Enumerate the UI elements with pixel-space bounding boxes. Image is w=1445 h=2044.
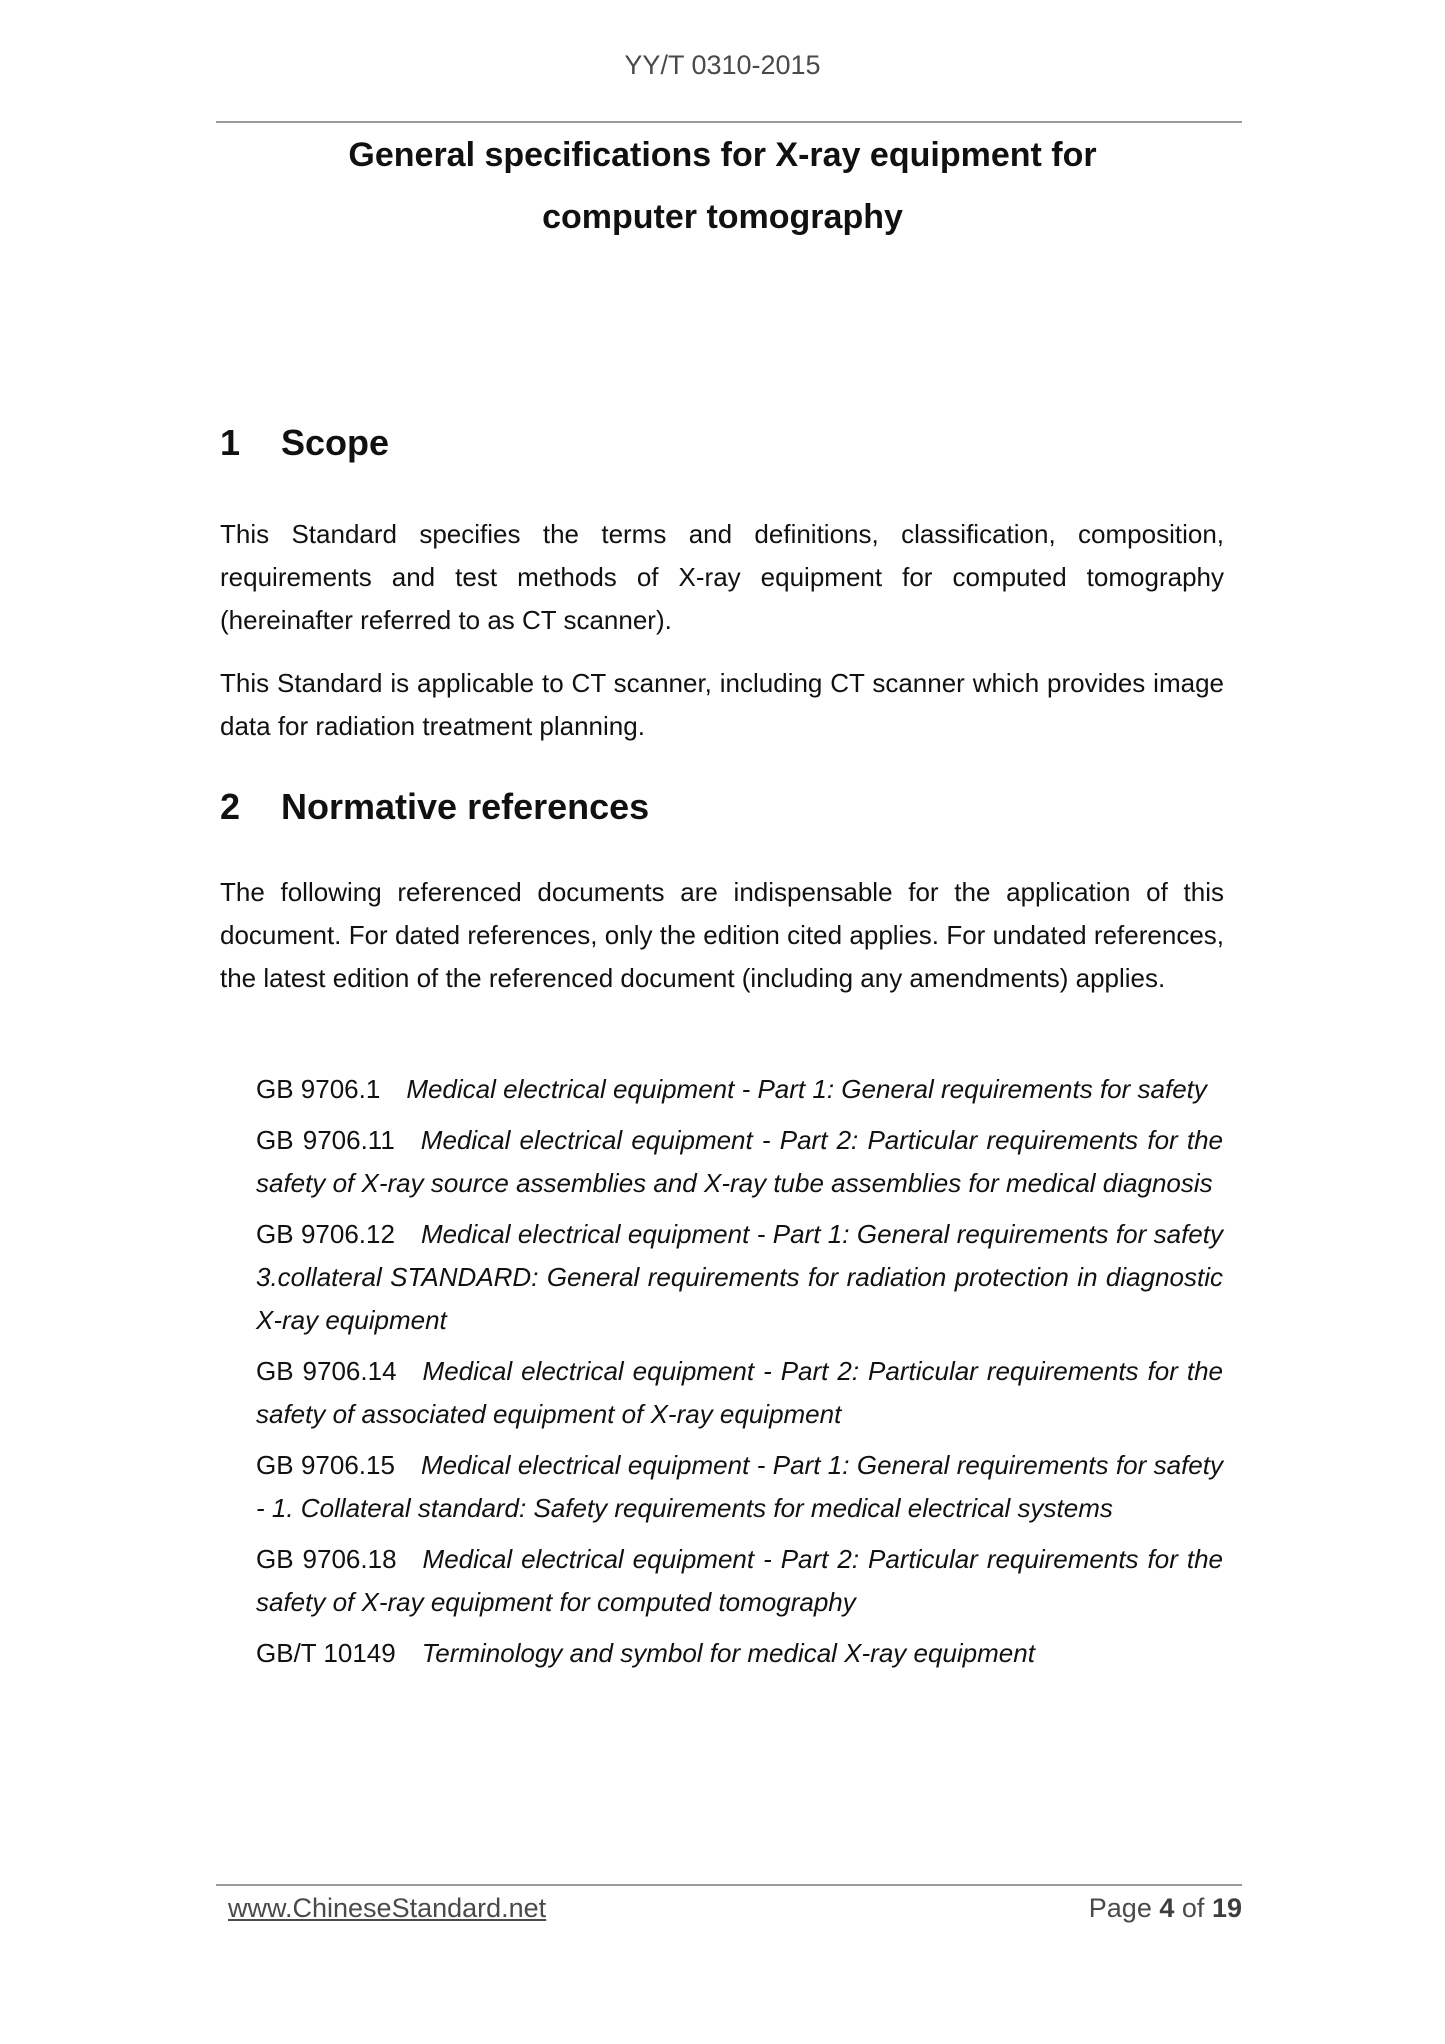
reference-item xyxy=(256,1444,1223,1530)
section-title: Normative references xyxy=(281,786,650,827)
reference-item xyxy=(256,1538,1223,1624)
reference-title: Medical electrical equipment - Part 2: Particular requirements for the safety of X-ray equipment for computed tomography xyxy=(256,1544,1223,1617)
page-of-label: of xyxy=(1181,1893,1205,1923)
reference-code: GB 9706.18 xyxy=(256,1544,397,1574)
page-footer xyxy=(216,1893,1242,1924)
reference-title: Medical electrical equipment - Part 2: Particular requirements for the safety of X-ray source assemblies and X-ray tube assemblies for medical diagnosis xyxy=(256,1125,1224,1198)
header-rule xyxy=(216,121,1242,123)
section-heading-normative-references xyxy=(220,784,1225,830)
page-label: Page xyxy=(1088,1893,1152,1923)
reference-code: GB 9706.15 xyxy=(256,1450,395,1480)
reference-title: Medical electrical equipment - Part 2: Particular requirements for the safety of associated equipment of X-ray equipment xyxy=(256,1356,1223,1429)
reference-title: Medical electrical equipment - Part 1: General requirements for safety xyxy=(406,1074,1207,1104)
reference-code: GB 9706.14 xyxy=(256,1356,397,1386)
section-heading-scope xyxy=(220,420,1225,466)
document-title xyxy=(220,124,1225,248)
reference-code: GB 9706.12 xyxy=(256,1219,395,1249)
page-current-number: 4 xyxy=(1159,1893,1175,1923)
section-title: Scope xyxy=(281,422,390,463)
page-total-number: 19 xyxy=(1211,1893,1242,1923)
reference-item xyxy=(256,1632,1223,1675)
scope-paragraph-2: This Standard is applicable to CT scanner, including CT scanner which provides image data for radiation treatment planning. xyxy=(220,668,1224,741)
reference-code: GB/T 10149 xyxy=(256,1638,396,1668)
section-number: 2 xyxy=(220,786,241,827)
reference-item xyxy=(256,1350,1223,1436)
reference-item xyxy=(256,1119,1223,1205)
header-doc-number: YY/T 0310-2015 xyxy=(624,50,821,80)
reference-item xyxy=(256,1068,1223,1111)
reference-code: GB 9706.11 xyxy=(256,1125,395,1155)
reference-item xyxy=(256,1213,1223,1342)
normative-references-paragraph: The following referenced documents are indispensable for the application of this document. For dated references, only the edition cited applies. For undated references, the latest edition of the referenced document (including any amendments) applies. xyxy=(220,877,1224,993)
reference-code: GB 9706.1 xyxy=(256,1074,381,1104)
section-number: 1 xyxy=(220,422,241,463)
document-title-line-1: General specifications for X-ray equipment for xyxy=(348,136,1097,174)
reference-title: Terminology and symbol for medical X-ray equipment xyxy=(421,1638,1035,1668)
reference-title: Medical electrical equipment - Part 1: General requirements for safety 3.collateral STANDARD: General requirements for radiation protection in diagnostic X-ray equipment xyxy=(256,1219,1223,1335)
footer-rule xyxy=(216,1884,1242,1886)
footer-site-link[interactable]: www.ChineseStandard.net xyxy=(228,1893,547,1923)
reference-title: Medical electrical equipment - Part 1: General requirements for safety - 1. Collateral standard: Safety requirements for medical electrical systems xyxy=(256,1450,1223,1523)
document-title-line-2: computer tomography xyxy=(542,198,903,236)
scope-paragraph-1: This Standard specifies the terms and definitions, classification, composition, requirements and test methods of X-ray equipment for computed tomography (hereinafter referred to as CT scanner). xyxy=(220,519,1224,635)
page-indicator xyxy=(1089,1893,1242,1924)
reference-list xyxy=(256,1068,1223,1683)
